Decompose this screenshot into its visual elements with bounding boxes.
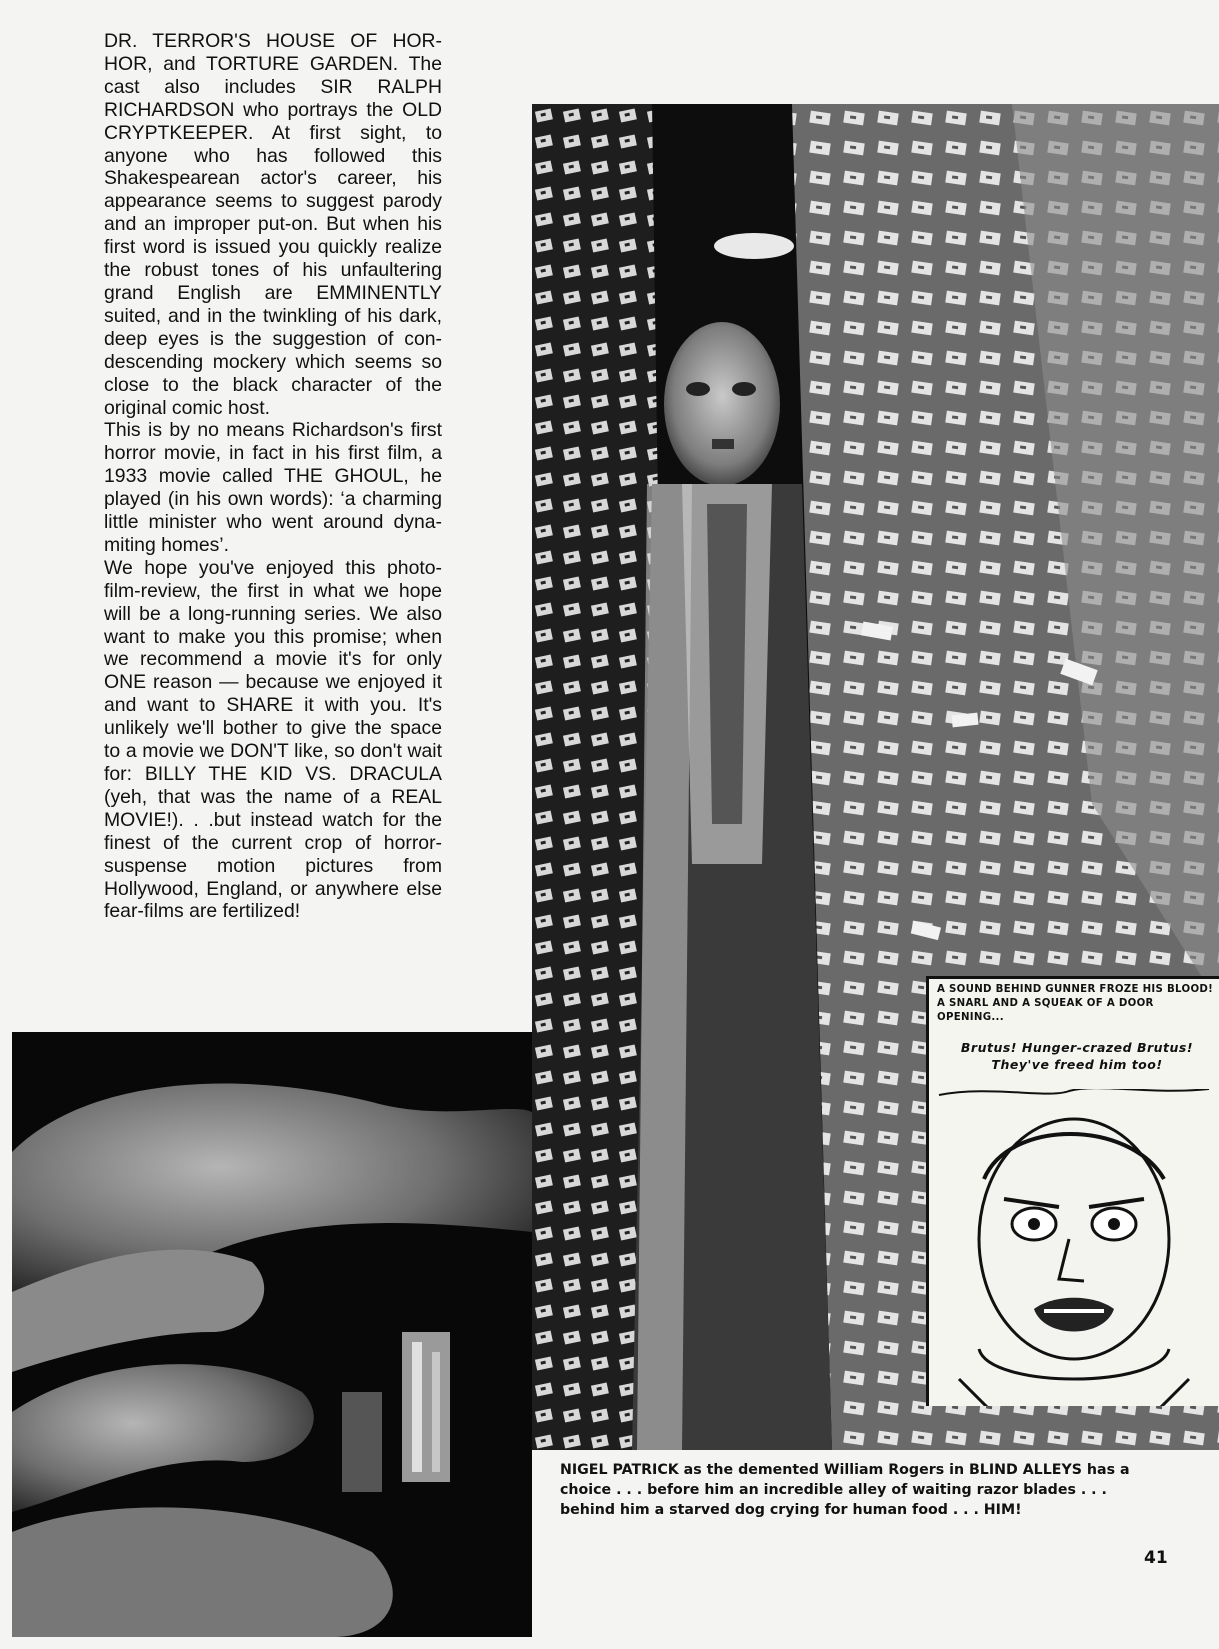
article-text — [104, 30, 442, 923]
monster-hand-photo — [12, 1032, 532, 1637]
comic-caption: A SOUND BEHIND GUNNER FROZE HIS BLOOD! A SNARL AND A SQUEAK OF A DOOR OPENING... — [937, 984, 1214, 1023]
page-number: 41 — [1144, 1548, 1168, 1568]
monster-hand-image — [12, 1032, 532, 1637]
frightened-man-illustration — [929, 1089, 1219, 1406]
article-paragraph: DR. TERROR'S HOUSE OF HOR-HOR, and TORTURE GARDEN. The cast also includes SIR RALPH RICHARDSON who portrays the OLD CRYPTKEEPER. At first sight, to anyone who has followed this Shakespearean actor's career, his appearance seems to suggest parody and an improper put-on. But when his first word is issued you quickly realize the robust tones of his unfaultering grand English are EMMINENTLY suited, and in the twinkling of his dark, deep eyes is the suggestion of con-descending mockery which seems so close to the black character of the original comic host. — [104, 30, 442, 419]
article-paragraph: We hope you've enjoyed this photo-film-review, the first in what we hope will be a long-running series. We also want to make you this promise; when we recommend a movie it's for only ONE reason — because we enjoyed it and want to SHARE it with you. It's unlikely we'll bother to give the space to a movie we DON'T like, so don't wait for: BILLY THE KID VS. DRACULA (yeh, that was the name of a REAL MOVIE!). . .but instead watch for the finest of the current crop of horror-suspense motion pictures from Hollywood, England, or anywhere else fear-films are fertilized! — [104, 556, 442, 923]
article-paragraph: This is by no means Richardson's first horror movie, in fact in his first film, a 1933 movie called THE GHOUL, he played (in his own words): ‘a charming little minister who went around dyna-miting homes’. — [104, 419, 442, 556]
comic-speech-balloon: Brutus! Hunger-crazed Brutus! They've freed him too! — [960, 1040, 1194, 1072]
photo-caption: NIGEL PATRICK as the demented William Rogers in BLIND ALLEYS has a choice . . . before him an incredible alley of waiting razor blades . . . behind him a starved dog crying for human food . . . HIM! — [560, 1462, 1130, 1518]
comic-panel — [926, 976, 1219, 1406]
